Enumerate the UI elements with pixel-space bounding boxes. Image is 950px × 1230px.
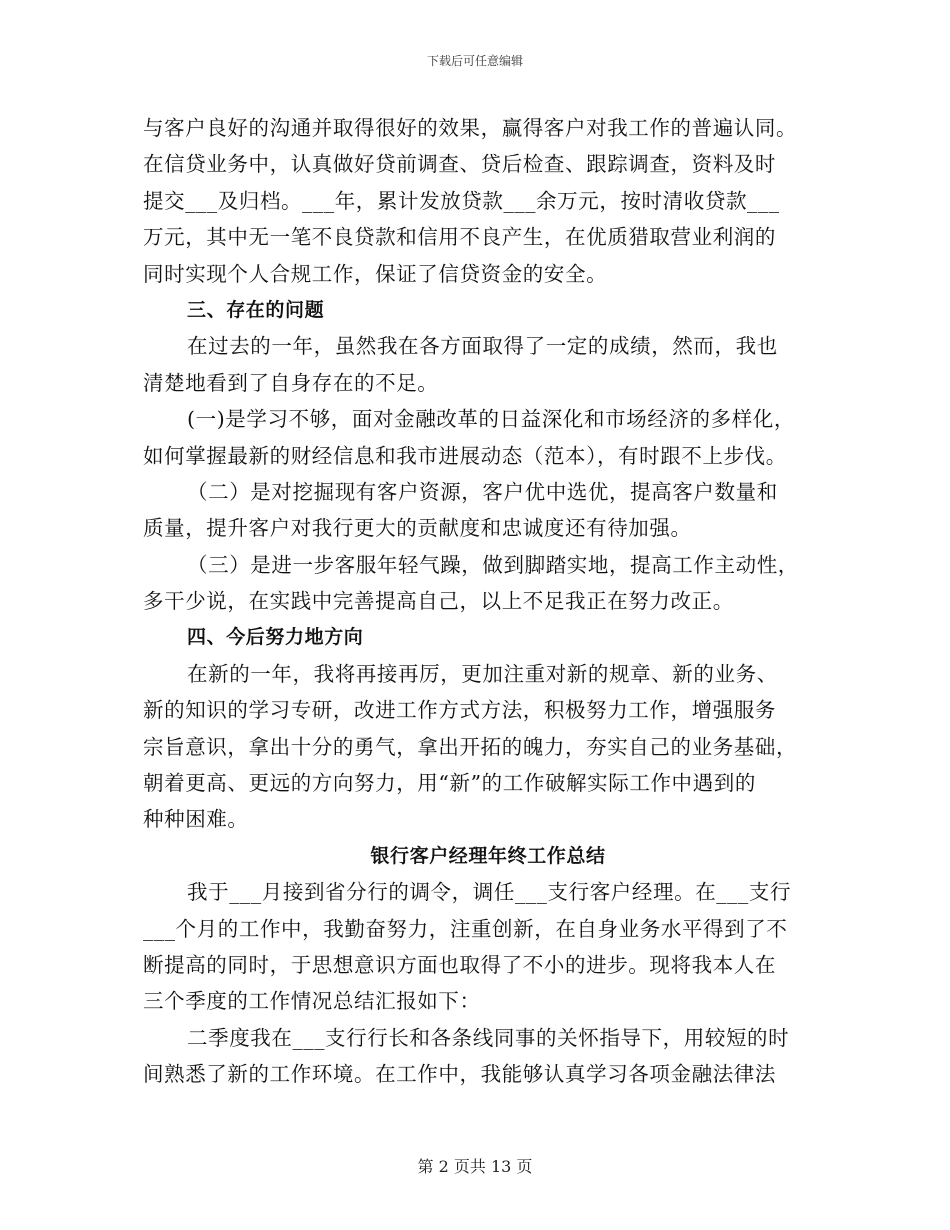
body-line: 三个季度的工作情况总结汇报如下： [143, 989, 481, 1014]
section-heading: 三、存在的问题 [187, 298, 325, 321]
body-line: （三）是进一步客服年轻气躁，做到脚踏实地，提高工作主动性， [187, 552, 799, 577]
document-title: 银行客户经理年终工作总结 [370, 844, 606, 867]
document-body [143, 110, 815, 1093]
body-line: 断提高的同时，于思想意识方面也取得了不小的进步。现将我本人在 [143, 952, 776, 977]
body-line: 如何掌握最新的财经信息和我市进展动态（范本），有时跟不上步伐。 [143, 443, 787, 468]
page-number-footer: 第 2 页共 13 页 [417, 1157, 533, 1176]
page-header: 下载后可任意编辑 [426, 54, 523, 68]
body-line: 在信贷业务中，认真做好贷前调查、贷后检查、跟踪调查，资料及时 [143, 152, 776, 177]
body-line: 朝着更高、更远的方向努力，用“新”的工作破解实际工作中遇到的 [143, 771, 756, 796]
body-line: 宗旨意识，拿出十分的勇气，拿出开拓的魄力，夯实自己的业务基础， [143, 734, 798, 759]
body-line: 质量，提升客户对我行更大的贡献度和忠诚度还有待加强。 [143, 516, 692, 541]
body-line: (一)是学习不够，面对金融改革的日益深化和市场经济的多样化， [187, 407, 795, 432]
body-line: 在过去的一年，虽然我在各方面取得了一定的成绩，然而，我也 [187, 334, 778, 359]
body-line: 种种困难。 [143, 807, 249, 832]
body-line: （二）是对挖掘现有客户资源，客户优中选优，提高客户数量和 [187, 479, 778, 504]
body-line: 清楚地看到了自身存在的不足。 [143, 370, 439, 395]
body-line: 提交___及归档。___年，累计发放贷款___余万元，按时清收贷款___ [143, 188, 780, 213]
body-line: 新的知识的学习专研，改进工作方式方法，积极努力工作，增强服务 [143, 698, 776, 723]
body-line: 万元，其中无一笔不良贷款和信用不良产生，在优质猎取营业利润的 [143, 225, 776, 250]
body-line: 我于___月接到省分行的调令，调任___支行客户经理。在___支行 [187, 880, 792, 905]
body-line: 与客户良好的沟通并取得很好的效果，赢得客户对我工作的普遍认同。 [143, 116, 798, 140]
section-heading: 四、今后努力地方向 [187, 626, 364, 649]
body-line: ___个月的工作中，我勤奋努力，注重创新，在自身业务水平得到了不 [143, 916, 788, 941]
body-line: 多干少说，在实践中完善提高自己，以上不足我正在努力改正。 [143, 589, 734, 614]
body-line: 同时实现个人合规工作，保证了信贷资金的安全。 [143, 261, 608, 286]
body-line: 二季度我在___支行行长和各条线同事的关怀指导下，用较短的时 [187, 1025, 790, 1050]
body-line: 间熟悉了新的工作环境。在工作中，我能够认真学习各项金融法律法 [143, 1062, 776, 1087]
body-line: 在新的一年，我将再接再厉，更加注重对新的规章、新的业务、 [187, 661, 778, 686]
